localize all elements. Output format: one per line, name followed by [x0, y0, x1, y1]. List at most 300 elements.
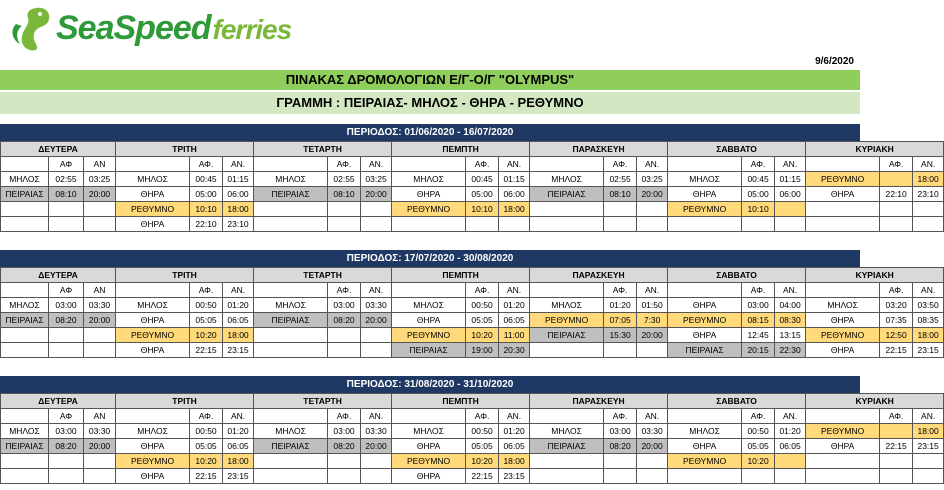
- port-cell: ΜΗΛΟΣ: [668, 172, 742, 187]
- arrival-time: 08:20: [49, 313, 84, 328]
- period-2: [0, 249, 939, 358]
- arrival-time: 10:20: [466, 454, 499, 469]
- departure-time: 18:00: [223, 328, 254, 343]
- arrival-header: ΑΦ: [49, 409, 84, 424]
- departure-header: ΑΝ.: [637, 283, 668, 298]
- arrival-time: 22:15: [880, 439, 913, 454]
- departure-time: 18:00: [499, 454, 530, 469]
- port-cell: ΜΗΛΟΣ: [530, 298, 604, 313]
- table-row: [1, 469, 944, 484]
- port-cell: ΘΗΡΑ: [806, 187, 880, 202]
- port-cell: ΡΕΘΥΜΝΟ: [116, 202, 190, 217]
- day-header-row: [1, 142, 944, 157]
- port-cell: ΘΗΡΑ: [116, 217, 190, 232]
- port-cell: [254, 469, 328, 484]
- departure-time: [84, 202, 116, 217]
- port-cell: ΡΕΘΥΜΝΟ: [668, 313, 742, 328]
- departure-time: 20:30: [499, 343, 530, 358]
- arrival-time: [604, 343, 637, 358]
- departure-header: ΑΝ.: [361, 283, 392, 298]
- port-cell: [1, 328, 49, 343]
- arrival-time: 00:50: [190, 424, 223, 439]
- port-cell: ΠΕΙΡΑΙΑΣ: [530, 439, 604, 454]
- arrival-time: 05:05: [190, 439, 223, 454]
- arrival-time: 08:10: [328, 187, 361, 202]
- departure-time: [775, 217, 806, 232]
- arrival-time: [328, 217, 361, 232]
- arrival-time: [328, 202, 361, 217]
- arrival-header: ΑΦ.: [604, 157, 637, 172]
- table-row: [1, 202, 944, 217]
- departure-time: 01:20: [499, 298, 530, 313]
- departure-time: 20:00: [637, 187, 668, 202]
- departure-time: 01:15: [223, 172, 254, 187]
- seahorse-icon: [6, 4, 56, 52]
- departure-time: 18:00: [499, 202, 530, 217]
- departure-time: 23:10: [223, 217, 254, 232]
- departure-time: [913, 202, 944, 217]
- departure-header: ΑΝ.: [223, 157, 254, 172]
- arrival-header: ΑΦ.: [466, 409, 499, 424]
- arrival-time: 07:05: [604, 313, 637, 328]
- departure-time: 03:25: [361, 172, 392, 187]
- day-header: ΠΑΡΑΣΚΕΥΗ: [530, 394, 668, 409]
- departure-time: 03:50: [913, 298, 944, 313]
- arrival-time: 05:05: [190, 313, 223, 328]
- port-header: [116, 157, 190, 172]
- departure-header: ΑΝ.: [223, 409, 254, 424]
- column-header-row: [1, 283, 944, 298]
- departure-time: 03:25: [84, 172, 116, 187]
- port-cell: [806, 454, 880, 469]
- port-cell: ΡΕΘΥΜΝΟ: [806, 172, 880, 187]
- departure-time: [637, 202, 668, 217]
- departure-time: [775, 454, 806, 469]
- arrival-time: [49, 202, 84, 217]
- port-cell: ΡΕΘΥΜΝΟ: [392, 202, 466, 217]
- day-header: ΚΥΡΙΑΚΗ: [806, 142, 944, 157]
- port-header: [392, 157, 466, 172]
- port-cell: ΘΗΡΑ: [392, 313, 466, 328]
- port-cell: ΜΗΛΟΣ: [254, 172, 328, 187]
- port-header: [668, 157, 742, 172]
- arrival-time: [880, 424, 913, 439]
- arrival-time: 02:55: [604, 172, 637, 187]
- arrival-time: 15:30: [604, 328, 637, 343]
- departure-time: 06:00: [499, 187, 530, 202]
- day-header: ΣΑΒΒΑΤΟ: [668, 268, 806, 283]
- departure-time: [84, 469, 116, 484]
- port-cell: ΘΗΡΑ: [116, 343, 190, 358]
- day-header: ΤΕΤΑΡΤΗ: [254, 394, 392, 409]
- departure-time: 04:00: [775, 298, 806, 313]
- day-header: ΔΕΥΤΕΡΑ: [1, 142, 116, 157]
- table-row: [1, 217, 944, 232]
- arrival-time: [49, 343, 84, 358]
- port-cell: [530, 343, 604, 358]
- port-cell: ΠΕΙΡΑΙΑΣ: [1, 313, 49, 328]
- arrival-time: 00:45: [466, 172, 499, 187]
- port-cell: ΘΗΡΑ: [668, 187, 742, 202]
- departure-time: 20:00: [84, 187, 116, 202]
- arrival-time: 02:55: [328, 172, 361, 187]
- departure-time: [775, 469, 806, 484]
- arrival-time: 10:10: [190, 202, 223, 217]
- arrival-time: [604, 454, 637, 469]
- port-header: [392, 409, 466, 424]
- page-title: ΠΙΝΑΚΑΣ ΔΡΟΜΟΛΟΓΙΩΝ Ε/Γ-Ο/Γ "OLYMPUS": [0, 70, 860, 90]
- departure-time: 03:30: [84, 424, 116, 439]
- port-cell: ΠΕΙΡΑΙΑΣ: [392, 343, 466, 358]
- arrival-time: 00:50: [190, 298, 223, 313]
- arrival-time: [880, 469, 913, 484]
- company-logo: [6, 2, 291, 54]
- port-header: [668, 409, 742, 424]
- arrival-header: ΑΦ.: [742, 409, 775, 424]
- departure-time: [361, 328, 392, 343]
- table-row: [1, 328, 944, 343]
- day-header: ΤΡΙΤΗ: [116, 394, 254, 409]
- departure-time: 22:30: [775, 343, 806, 358]
- arrival-time: 10:20: [190, 454, 223, 469]
- departure-time: 06:00: [775, 187, 806, 202]
- arrival-time: [49, 328, 84, 343]
- day-header: ΤΡΙΤΗ: [116, 142, 254, 157]
- departure-header: ΑΝ.: [913, 409, 944, 424]
- arrival-header: ΑΦ.: [466, 157, 499, 172]
- departure-header: ΑΝ: [84, 157, 116, 172]
- column-header-row: [1, 409, 944, 424]
- port-header: [1, 409, 49, 424]
- table-row: [1, 439, 944, 454]
- arrival-time: 08:15: [742, 313, 775, 328]
- arrival-time: 00:45: [190, 172, 223, 187]
- departure-time: 06:05: [223, 313, 254, 328]
- departure-time: [361, 202, 392, 217]
- arrival-time: [49, 217, 84, 232]
- table-row: [1, 343, 944, 358]
- day-header: ΣΑΒΒΑΤΟ: [668, 142, 806, 157]
- arrival-header: ΑΦ.: [190, 283, 223, 298]
- arrival-time: [604, 217, 637, 232]
- day-header: ΤΕΤΑΡΤΗ: [254, 268, 392, 283]
- departure-time: 23:15: [913, 343, 944, 358]
- port-header: [254, 409, 328, 424]
- arrival-time: 00:45: [742, 172, 775, 187]
- arrival-time: 19:00: [466, 343, 499, 358]
- arrival-time: [742, 469, 775, 484]
- arrival-header: ΑΦ.: [742, 283, 775, 298]
- arrival-time: 08:20: [328, 313, 361, 328]
- departure-time: 20:00: [84, 439, 116, 454]
- port-cell: ΘΗΡΑ: [668, 298, 742, 313]
- departure-time: 06:05: [499, 313, 530, 328]
- table-row: [1, 313, 944, 328]
- departure-header: ΑΝ.: [913, 283, 944, 298]
- port-cell: ΜΗΛΟΣ: [254, 424, 328, 439]
- departure-time: 20:00: [637, 439, 668, 454]
- departure-time: 20:00: [84, 313, 116, 328]
- schedule-table: [0, 141, 944, 232]
- port-cell: ΘΗΡΑ: [806, 439, 880, 454]
- arrival-time: 05:00: [742, 187, 775, 202]
- departure-time: 23:15: [223, 343, 254, 358]
- port-cell: [668, 217, 742, 232]
- logo-text: [56, 9, 291, 48]
- arrival-header: ΑΦ.: [190, 409, 223, 424]
- period-1: [0, 123, 939, 232]
- arrival-time: [742, 217, 775, 232]
- departure-time: [913, 217, 944, 232]
- port-cell: [254, 343, 328, 358]
- day-header: ΠΑΡΑΣΚΕΥΗ: [530, 142, 668, 157]
- arrival-time: 03:00: [49, 298, 84, 313]
- departure-header: ΑΝ.: [775, 157, 806, 172]
- port-cell: ΠΕΙΡΑΙΑΣ: [530, 328, 604, 343]
- port-cell: [254, 202, 328, 217]
- arrival-time: [328, 469, 361, 484]
- port-cell: [806, 469, 880, 484]
- port-cell: [530, 469, 604, 484]
- departure-time: 03:30: [361, 424, 392, 439]
- arrival-time: [880, 454, 913, 469]
- departure-header: ΑΝ.: [637, 157, 668, 172]
- arrival-time: 02:55: [49, 172, 84, 187]
- departure-time: 03:30: [84, 298, 116, 313]
- port-cell: ΜΗΛΟΣ: [1, 172, 49, 187]
- port-header: [668, 283, 742, 298]
- arrival-time: 08:10: [49, 187, 84, 202]
- arrival-time: 22:15: [190, 343, 223, 358]
- day-header: ΚΥΡΙΑΚΗ: [806, 268, 944, 283]
- port-header: [530, 283, 604, 298]
- arrival-time: [466, 217, 499, 232]
- departure-header: ΑΝ: [84, 283, 116, 298]
- departure-time: 01:15: [499, 172, 530, 187]
- port-cell: [254, 217, 328, 232]
- port-cell: ΡΕΘΥΜΝΟ: [668, 202, 742, 217]
- day-header: ΠΕΜΠΤΗ: [392, 268, 530, 283]
- logo-main: SeaSpeed: [56, 8, 211, 47]
- period-label: ΠΕΡΙΟΔΟΣ: 17/07/2020 - 30/08/2020: [0, 249, 860, 267]
- arrival-time: 08:20: [604, 439, 637, 454]
- arrival-header: ΑΦ.: [880, 157, 913, 172]
- port-header: [392, 283, 466, 298]
- port-cell: ΡΕΘΥΜΝΟ: [392, 454, 466, 469]
- port-cell: ΜΗΛΟΣ: [392, 172, 466, 187]
- port-cell: ΜΗΛΟΣ: [1, 424, 49, 439]
- port-cell: ΘΗΡΑ: [806, 313, 880, 328]
- arrival-time: [49, 469, 84, 484]
- port-cell: ΜΗΛΟΣ: [116, 424, 190, 439]
- port-cell: ΘΗΡΑ: [392, 439, 466, 454]
- departure-time: 06:05: [499, 439, 530, 454]
- departure-time: [913, 469, 944, 484]
- arrival-time: 22:15: [880, 343, 913, 358]
- departure-header: ΑΝ.: [775, 283, 806, 298]
- port-cell: ΜΗΛΟΣ: [668, 424, 742, 439]
- departure-time: 03:25: [637, 172, 668, 187]
- departure-time: 01:20: [499, 424, 530, 439]
- port-cell: ΡΕΘΥΜΝΟ: [806, 424, 880, 439]
- day-header-row: [1, 268, 944, 283]
- departure-time: 23:10: [913, 187, 944, 202]
- port-cell: ΘΗΡΑ: [668, 328, 742, 343]
- port-header: [1, 283, 49, 298]
- arrival-time: 08:20: [49, 439, 84, 454]
- departure-time: [361, 217, 392, 232]
- port-header: [530, 409, 604, 424]
- departure-time: [361, 469, 392, 484]
- arrival-time: 03:00: [328, 298, 361, 313]
- departure-time: 01:50: [637, 298, 668, 313]
- departure-header: ΑΝ.: [775, 409, 806, 424]
- arrival-time: 12:50: [880, 328, 913, 343]
- schedule-table: [0, 267, 944, 358]
- port-cell: ΡΕΘΥΜΝΟ: [116, 454, 190, 469]
- port-cell: ΠΕΙΡΑΙΑΣ: [254, 187, 328, 202]
- port-header: [116, 283, 190, 298]
- arrival-header: ΑΦ: [49, 157, 84, 172]
- port-cell: ΘΗΡΑ: [116, 439, 190, 454]
- port-cell: [1, 454, 49, 469]
- arrival-header: ΑΦ.: [604, 283, 637, 298]
- schedule-table: [0, 393, 944, 484]
- port-header: [1, 157, 49, 172]
- arrival-header: ΑΦ.: [880, 283, 913, 298]
- departure-header: ΑΝ.: [361, 157, 392, 172]
- document-date: 9/6/2020: [815, 56, 854, 67]
- day-header-row: [1, 394, 944, 409]
- departure-header: ΑΝ.: [499, 157, 530, 172]
- port-cell: [806, 202, 880, 217]
- day-header: ΤΕΤΑΡΤΗ: [254, 142, 392, 157]
- departure-header: ΑΝ.: [913, 157, 944, 172]
- period-label: ΠΕΡΙΟΔΟΣ: 31/08/2020 - 31/10/2020: [0, 375, 860, 393]
- departure-time: 08:35: [913, 313, 944, 328]
- port-cell: ΡΕΘΥΜΝΟ: [116, 328, 190, 343]
- port-cell: ΠΕΙΡΑΙΑΣ: [1, 439, 49, 454]
- port-cell: [1, 217, 49, 232]
- arrival-time: 22:15: [190, 469, 223, 484]
- arrival-time: [328, 454, 361, 469]
- arrival-time: 05:00: [466, 187, 499, 202]
- departure-time: [84, 328, 116, 343]
- table-row: [1, 454, 944, 469]
- port-header: [116, 409, 190, 424]
- arrival-time: 05:05: [466, 313, 499, 328]
- port-cell: ΜΗΛΟΣ: [530, 172, 604, 187]
- departure-time: 08:30: [775, 313, 806, 328]
- port-cell: [530, 454, 604, 469]
- departure-time: 06:05: [775, 439, 806, 454]
- port-cell: ΜΗΛΟΣ: [116, 172, 190, 187]
- port-header: [530, 157, 604, 172]
- departure-header: ΑΝ.: [637, 409, 668, 424]
- departure-time: 06:00: [223, 187, 254, 202]
- port-cell: ΡΕΘΥΜΝΟ: [530, 313, 604, 328]
- departure-time: 23:15: [499, 469, 530, 484]
- port-cell: ΠΕΙΡΑΙΑΣ: [1, 187, 49, 202]
- period-3: [0, 375, 939, 484]
- port-cell: ΘΗΡΑ: [806, 343, 880, 358]
- arrival-time: [49, 454, 84, 469]
- departure-time: 06:05: [223, 439, 254, 454]
- departure-time: [913, 454, 944, 469]
- period-label: ΠΕΡΙΟΔΟΣ: 01/06/2020 - 16/07/2020: [0, 123, 860, 141]
- port-cell: ΜΗΛΟΣ: [530, 424, 604, 439]
- departure-time: 11:00: [499, 328, 530, 343]
- arrival-header: ΑΦ.: [328, 283, 361, 298]
- arrival-header: ΑΦ.: [742, 157, 775, 172]
- departure-time: [637, 343, 668, 358]
- departure-time: [775, 202, 806, 217]
- arrival-header: ΑΦ.: [328, 409, 361, 424]
- arrival-time: 10:10: [466, 202, 499, 217]
- port-cell: ΜΗΛΟΣ: [806, 298, 880, 313]
- port-cell: [254, 454, 328, 469]
- departure-time: 18:00: [913, 328, 944, 343]
- departure-time: [499, 217, 530, 232]
- logo-sub: ferries: [212, 13, 292, 45]
- port-header: [806, 157, 880, 172]
- port-cell: ΘΗΡΑ: [116, 469, 190, 484]
- day-header: ΚΥΡΙΑΚΗ: [806, 394, 944, 409]
- port-cell: ΠΕΙΡΑΙΑΣ: [530, 187, 604, 202]
- arrival-time: [880, 202, 913, 217]
- port-cell: [806, 217, 880, 232]
- arrival-time: 00:50: [742, 424, 775, 439]
- port-cell: ΜΗΛΟΣ: [392, 424, 466, 439]
- port-cell: [668, 469, 742, 484]
- departure-time: 18:00: [913, 172, 944, 187]
- port-cell: [1, 202, 49, 217]
- departure-time: [84, 343, 116, 358]
- port-cell: [1, 469, 49, 484]
- departure-time: [84, 217, 116, 232]
- departure-time: 03:30: [361, 298, 392, 313]
- arrival-time: 01:20: [604, 298, 637, 313]
- departure-time: 23:15: [913, 439, 944, 454]
- departure-header: ΑΝ.: [499, 409, 530, 424]
- port-header: [806, 283, 880, 298]
- day-header: ΔΕΥΤΕΡΑ: [1, 394, 116, 409]
- day-header: ΠΕΜΠΤΗ: [392, 142, 530, 157]
- departure-time: 20:00: [637, 328, 668, 343]
- port-cell: [392, 217, 466, 232]
- column-header-row: [1, 157, 944, 172]
- arrival-time: 00:50: [466, 424, 499, 439]
- arrival-header: ΑΦ: [49, 283, 84, 298]
- port-cell: ΠΕΙΡΑΙΑΣ: [668, 343, 742, 358]
- port-cell: ΜΗΛΟΣ: [254, 298, 328, 313]
- arrival-time: [328, 328, 361, 343]
- arrival-time: 20:15: [742, 343, 775, 358]
- departure-header: ΑΝ.: [499, 283, 530, 298]
- departure-header: ΑΝ: [84, 409, 116, 424]
- arrival-time: 03:20: [880, 298, 913, 313]
- arrival-time: [880, 217, 913, 232]
- departure-time: 20:00: [361, 313, 392, 328]
- table-row: [1, 172, 944, 187]
- port-cell: [1, 343, 49, 358]
- arrival-time: 08:20: [328, 439, 361, 454]
- departure-time: 01:15: [775, 172, 806, 187]
- port-cell: ΘΗΡΑ: [116, 187, 190, 202]
- departure-time: 20:00: [361, 439, 392, 454]
- arrival-time: 12:45: [742, 328, 775, 343]
- port-header: [254, 283, 328, 298]
